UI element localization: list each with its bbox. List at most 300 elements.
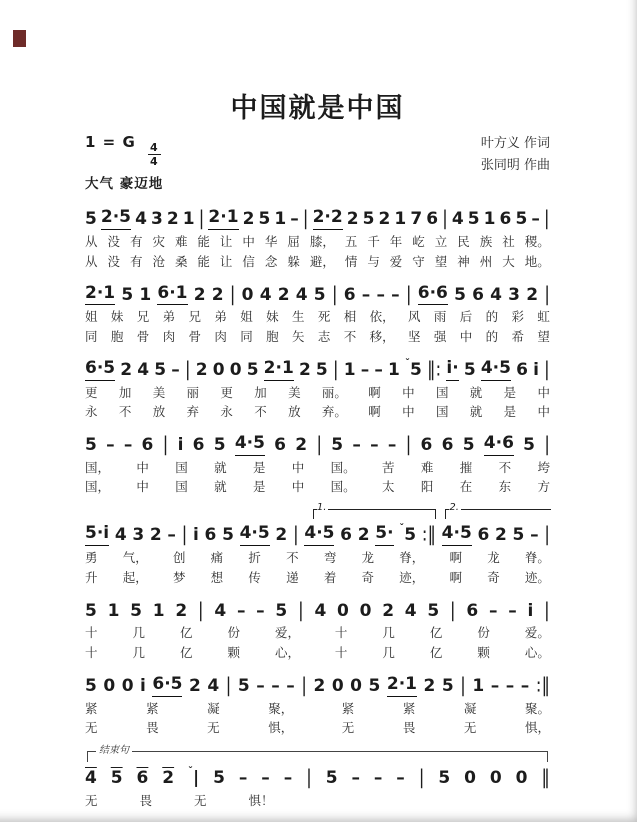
note-token: |: [316, 433, 323, 457]
note-token: |: [162, 433, 169, 457]
note-token: $^ˇ$5: [405, 357, 422, 380]
note-token: –: [488, 600, 498, 621]
lyric-syllable: 几: [382, 625, 395, 641]
note-token: 0: [121, 675, 134, 696]
lyric-syllable: 中: [459, 328, 473, 344]
volta-label: 2.: [449, 502, 459, 513]
note-token: 6: [340, 525, 353, 546]
note-token: 6: [343, 284, 356, 305]
meter-numerator: 4: [150, 141, 159, 154]
note-token: 6: [477, 525, 490, 546]
lyric-syllable: 啊: [449, 569, 462, 585]
note-token: 0: [229, 359, 242, 380]
breath-mark: ˇ: [399, 523, 405, 535]
lyric-syllable: 国: [175, 459, 188, 475]
lyric-syllable: 稷。: [524, 234, 550, 249]
lyric-syllable: 在: [459, 479, 473, 495]
lyric-syllable: 凝: [463, 700, 477, 716]
note-token: i·: [446, 359, 458, 381]
lyric-syllable: 份: [227, 625, 240, 641]
note-token: |: [544, 283, 550, 307]
music-system: [85, 597, 550, 660]
note-token: 4: [404, 600, 417, 621]
lyric-syllable: 望: [434, 253, 448, 269]
lyric-syllable: 十: [334, 644, 348, 660]
note-token: 5: [85, 600, 97, 621]
note-token: 0: [464, 768, 476, 789]
note-token: i: [527, 600, 534, 621]
lyric-syllable: 守: [412, 253, 425, 269]
lyric-syllable: 弃: [186, 404, 200, 420]
lyric-syllable: 递: [286, 569, 299, 585]
lyric-syllable: 情: [344, 253, 358, 269]
note-token: 2: [382, 600, 395, 621]
lyric-syllable: 国: [435, 404, 449, 420]
note-token: |: [544, 358, 550, 382]
lyric-syllable: 折: [248, 550, 261, 565]
lyric-syllable: 永: [85, 404, 98, 420]
lyric-syllable: 国，: [85, 459, 111, 475]
tempo-marking: 大气 豪迈地: [85, 176, 164, 192]
lyric-syllable: 十: [85, 644, 98, 660]
lyric-syllable: 屈: [287, 234, 300, 249]
note-token: 0: [515, 768, 528, 789]
note-token: i: [177, 435, 184, 456]
lyric-syllable: 矢: [292, 328, 305, 344]
note-token: 5: [438, 768, 451, 789]
lyric-syllable: 同: [240, 328, 253, 344]
note-token: |: [405, 433, 412, 457]
note-token: 2: [242, 209, 255, 230]
note-token: 4: [259, 284, 272, 305]
note-token: 2: [346, 209, 359, 230]
lyric-syllable: 屹: [412, 234, 425, 249]
note-token: 2: [188, 675, 201, 696]
lyric-syllable: 姐: [85, 309, 98, 325]
note-token: –: [106, 435, 115, 456]
note-token: 4: [85, 768, 97, 789]
note-token: 5: [427, 600, 440, 621]
lyric-syllable: 心，: [274, 644, 300, 660]
note-token: –: [271, 675, 280, 696]
note-token: 0: [241, 284, 254, 305]
ending-label: 结束句: [96, 746, 132, 756]
lyric-syllable: 中: [537, 384, 550, 400]
lyric-syllable: 民: [457, 234, 470, 249]
note-token: 5: [523, 435, 535, 456]
note-token: 5: [368, 675, 381, 696]
lyric-row: [85, 460, 550, 476]
lyric-row: [85, 329, 550, 345]
lyric-syllable: 灾: [152, 234, 165, 249]
lyric-syllable: 从: [85, 253, 98, 269]
meter-denominator: 4: [150, 155, 159, 168]
note-token: 4: [114, 525, 127, 546]
note-token: 5: [213, 768, 225, 789]
lyric-syllable: 望: [537, 328, 550, 344]
note-token: –: [373, 768, 383, 789]
note-token: |: [544, 433, 550, 457]
lyric-syllable: 惧，: [268, 720, 294, 736]
lyric-row: [85, 385, 550, 401]
breath-mark: ˇ: [405, 357, 411, 369]
note-token: 5: [313, 284, 326, 305]
note-token: 0: [350, 675, 363, 696]
note-token: 5: [454, 284, 466, 305]
note-token: 5: [246, 359, 259, 380]
note-token: 7: [410, 209, 423, 230]
lyric-syllable: 迹。: [524, 569, 550, 585]
lyric-syllable: 弟: [214, 309, 227, 325]
lyric-syllable: 肉: [214, 328, 227, 344]
note-token: 2: [166, 209, 179, 230]
note-token: |: [331, 283, 338, 307]
note-token: –: [490, 675, 500, 696]
note-token: 5: [154, 359, 167, 380]
lyric-syllable: 躲: [287, 253, 300, 269]
lyric-syllable: 依，: [369, 309, 395, 325]
note-token: $^ˇ$|: [188, 766, 200, 789]
note-token: –: [531, 209, 540, 230]
note-token: i: [533, 359, 539, 380]
note-token: |: [405, 283, 412, 307]
note-token: 6: [516, 359, 528, 380]
lyric-syllable: 梦: [172, 569, 186, 585]
note-token: –: [256, 675, 265, 696]
note-token: 5: [467, 209, 480, 230]
lyric-syllable: 气，: [122, 550, 148, 565]
lyric-syllable: 沧: [152, 253, 165, 269]
volta-bracket: [445, 502, 551, 519]
lyric-syllable: 立: [434, 234, 448, 249]
note-token: 2: [313, 675, 326, 696]
note-token: –: [530, 525, 539, 546]
lyric-syllable: 苦: [382, 459, 395, 475]
note-token: |: [543, 207, 550, 231]
lyric-syllable: 不: [254, 404, 267, 420]
note-token: 6: [472, 284, 484, 305]
lyric-syllable: 惧，: [524, 720, 550, 736]
note-token: 5: [121, 284, 134, 305]
note-token: 2·1: [208, 208, 238, 230]
lyric-syllable: 不: [118, 404, 132, 420]
lyric-syllable: 神: [457, 253, 470, 269]
note-token: 2: [423, 675, 436, 696]
lyric-syllable: 东: [498, 479, 512, 495]
note-token: 5: [315, 359, 328, 380]
note-token: ‖: [541, 766, 550, 790]
lyric-syllable: 不: [498, 459, 512, 475]
note-token: 1: [343, 359, 356, 380]
lyric-syllable: 是: [503, 384, 517, 400]
note-token: 6: [274, 435, 287, 456]
lyric-syllable: 爱。: [524, 625, 550, 641]
note-token: 2: [193, 284, 206, 305]
breath-mark: ˇ: [188, 766, 193, 778]
score-systems: [85, 206, 550, 808]
note-token: –: [360, 359, 370, 380]
note-token: 5: [85, 209, 97, 230]
lyric-syllable: 着: [323, 569, 337, 585]
note-token: –: [351, 768, 360, 789]
note-token: 6: [192, 435, 205, 456]
music-system: [85, 357, 550, 420]
note-token: 4: [314, 600, 327, 621]
note-token: 6: [204, 525, 217, 546]
note-token: 3: [508, 284, 521, 305]
lyric-syllable: 国，: [85, 479, 111, 495]
note-token: i: [193, 525, 199, 546]
note-token: 5: [331, 435, 344, 456]
note-token: –: [167, 525, 176, 546]
lyric-syllable: 妹: [110, 309, 124, 325]
note-token: 2: [526, 284, 539, 305]
lyric-syllable: 凝: [207, 700, 220, 716]
note-token: 6·6: [418, 284, 448, 306]
note-token: –: [376, 284, 385, 305]
lyric-syllable: 国。: [330, 459, 356, 475]
volta-bracket: [313, 502, 436, 519]
lyric-syllable: 紧: [402, 700, 416, 716]
note-token: 1: [394, 209, 407, 230]
lyric-syllable: 大: [502, 253, 515, 269]
lyric-syllable: 方: [537, 479, 550, 495]
time-signature: [148, 142, 161, 167]
lyric-syllable: 死: [317, 309, 331, 325]
lyric-syllable: 中: [136, 479, 149, 495]
lyric-syllable: 国。: [330, 479, 356, 495]
lyric-syllable: 与: [367, 253, 380, 269]
lyric-syllable: 志: [317, 328, 331, 344]
lyric-syllable: 同: [85, 328, 98, 344]
key-tempo-block: [85, 133, 163, 192]
music-system: [85, 432, 550, 495]
lyric-syllable: 不: [286, 550, 299, 565]
note-token: 2·1: [264, 359, 294, 381]
note-token: 5: [237, 675, 250, 696]
note-token: 0: [489, 768, 502, 789]
lyric-syllable: 是: [252, 459, 266, 475]
lyric-syllable: 十: [334, 625, 348, 641]
note-token: 1: [152, 600, 165, 621]
note-token: |: [229, 283, 236, 307]
note-token: 6: [141, 435, 154, 456]
note-token: 2·1: [387, 675, 417, 697]
lyric-syllable: 是: [503, 404, 517, 420]
lyric-syllable: 社: [502, 234, 515, 249]
note-token: 3: [132, 525, 145, 546]
lyric-row: [85, 309, 550, 325]
lyric-syllable: 妹: [266, 309, 279, 325]
note-token: 4: [214, 600, 227, 621]
note-token: 2: [357, 525, 370, 546]
lyric-syllable: 就: [469, 404, 483, 420]
lyric-syllable: 姐: [240, 309, 253, 325]
lyric-syllable: 就: [469, 384, 483, 400]
note-token: 5: [462, 435, 475, 456]
lyric-syllable: 聚。: [524, 700, 550, 716]
lyric-syllable: 几: [132, 644, 145, 660]
lyric-syllable: 年: [389, 234, 403, 249]
lyric-syllable: 有: [129, 253, 143, 269]
note-token: 2: [295, 435, 308, 456]
note-token: |: [418, 766, 425, 790]
lyric-syllable: 骨: [136, 328, 150, 344]
lyric-syllable: 亿: [179, 625, 193, 641]
note-token: 1: [388, 359, 400, 380]
lyric-syllable: 的: [485, 309, 499, 325]
lyric-syllable: 有: [129, 234, 143, 249]
note-token: |: [181, 523, 188, 547]
note-token: i: [140, 675, 146, 696]
lyric-syllable: 永: [220, 404, 233, 420]
lyric-syllable: 难: [174, 234, 188, 249]
note-token: |: [442, 207, 448, 231]
lyric-syllable: 弯: [323, 550, 337, 565]
note-token: –: [520, 675, 530, 696]
notes-row: [85, 432, 550, 456]
lyric-syllable: 不: [343, 328, 357, 344]
note-token: |: [292, 523, 299, 547]
lyric-syllable: 爱，: [274, 625, 300, 641]
lyric-syllable: 啊: [368, 404, 381, 420]
note-token: |: [544, 599, 550, 623]
lyric-syllable: 龙: [361, 550, 375, 565]
note-token: $^ˇ$5: [399, 523, 417, 546]
note-token: 5: [275, 600, 288, 621]
notes-row: [85, 673, 550, 697]
lyric-row: [85, 793, 550, 809]
lyric-row: [85, 234, 550, 250]
lyric-syllable: 聚，: [268, 700, 294, 716]
lyric-syllable: 生: [292, 309, 305, 325]
lyric-syllable: 中: [402, 404, 415, 420]
note-token: –: [352, 435, 361, 456]
lyric-syllable: 畏: [402, 720, 416, 736]
lyric-syllable: 胞: [266, 328, 279, 344]
lyric-row: [85, 720, 550, 736]
note-token: |: [306, 766, 312, 790]
note-token: –: [283, 768, 293, 789]
lyric-row: [85, 479, 550, 495]
note-token: –: [286, 675, 295, 696]
note-token: 4: [207, 675, 220, 696]
lyric-syllable: 颗: [477, 644, 490, 660]
composer-credit: 张同明 作曲: [480, 158, 550, 174]
lyric-syllable: 胞: [110, 328, 124, 344]
lyric-syllable: 从: [85, 234, 98, 249]
lyric-syllable: 雨: [433, 309, 447, 325]
note-token: 4: [137, 359, 150, 380]
lyric-syllable: 的: [485, 328, 499, 344]
lyric-syllable: 摧: [459, 459, 473, 475]
note-token: 2: [195, 359, 208, 380]
lyric-syllable: 能: [197, 234, 210, 249]
note-token: 2·1: [85, 284, 115, 306]
lyric-syllable: 阳: [420, 479, 434, 495]
lyric-syllable: 没: [107, 253, 120, 269]
note-token: 4·5: [240, 524, 270, 546]
lyric-syllable: 虹: [537, 309, 550, 325]
note-token: 5·i: [85, 524, 109, 546]
lyric-row: [85, 404, 550, 420]
lyric-syllable: 脊。: [524, 550, 550, 565]
note-token: 6: [466, 600, 479, 621]
note-token: 1: [472, 675, 485, 696]
note-token: –: [374, 359, 383, 380]
lyric-syllable: 升: [85, 569, 98, 585]
credits: [481, 133, 550, 192]
lyric-syllable: 兄: [136, 309, 150, 325]
lyric-syllable: 奇: [487, 569, 500, 585]
lyric-syllable: 紧: [146, 700, 159, 716]
lyric-syllable: 啊: [368, 384, 381, 400]
lyric-syllable: 亿: [179, 644, 193, 660]
note-token: 5: [222, 525, 234, 546]
notes-row: [85, 357, 550, 381]
lyric-syllable: 龙: [487, 550, 500, 565]
note-token: –: [256, 600, 265, 621]
lyric-syllable: 让: [219, 253, 233, 269]
lyric-syllable: 膝，: [309, 234, 335, 249]
lyric-syllable: 几: [382, 644, 395, 660]
note-token: 6·1: [157, 284, 187, 306]
lyric-syllable: 希: [511, 328, 525, 344]
note-token: –: [290, 209, 299, 230]
key-signature: [85, 133, 163, 167]
note-token: 0: [212, 359, 225, 380]
notes-row: [85, 281, 550, 305]
note-token: 2: [275, 525, 288, 546]
score-header: [85, 133, 550, 192]
note-token: |: [460, 674, 466, 698]
note-token: 5: [213, 435, 226, 456]
lyric-syllable: 想: [210, 569, 224, 585]
corner-mark: [13, 30, 26, 47]
note-token: |: [302, 207, 309, 231]
note-token: 2: [175, 600, 188, 621]
note-token: 5: [258, 209, 271, 230]
lyric-syllable: 紧: [85, 700, 98, 716]
lyric-syllable: 勇: [85, 550, 98, 565]
lyric-syllable: 无: [85, 792, 98, 808]
lyric-syllable: 中: [291, 459, 305, 475]
note-token: –: [508, 600, 517, 621]
note-token: –: [171, 359, 180, 380]
note-token: 2: [378, 209, 391, 230]
note-token: 4·5: [442, 524, 472, 546]
note-token: –: [361, 284, 371, 305]
lyric-syllable: 太: [382, 479, 395, 495]
note-token: 6·5: [85, 359, 115, 381]
note-token: 1: [107, 600, 120, 621]
notes-row: [85, 522, 550, 546]
note-token: 5: [512, 525, 525, 546]
lyric-row: [85, 625, 550, 641]
note-token: |: [449, 599, 456, 623]
note-token: –: [261, 768, 270, 789]
lyric-syllable: 是: [252, 479, 266, 495]
note-token: –: [123, 435, 133, 456]
lyric-syllable: 丽: [186, 384, 200, 400]
note-token: 5: [130, 600, 142, 621]
lyric-syllable: 啊: [449, 550, 462, 565]
lyric-syllable: 颗: [227, 644, 240, 660]
lyric-syllable: 肉: [162, 328, 176, 344]
lyric-syllable: 中: [136, 459, 149, 475]
note-token: |: [225, 674, 232, 698]
note-token: 5: [110, 768, 123, 789]
